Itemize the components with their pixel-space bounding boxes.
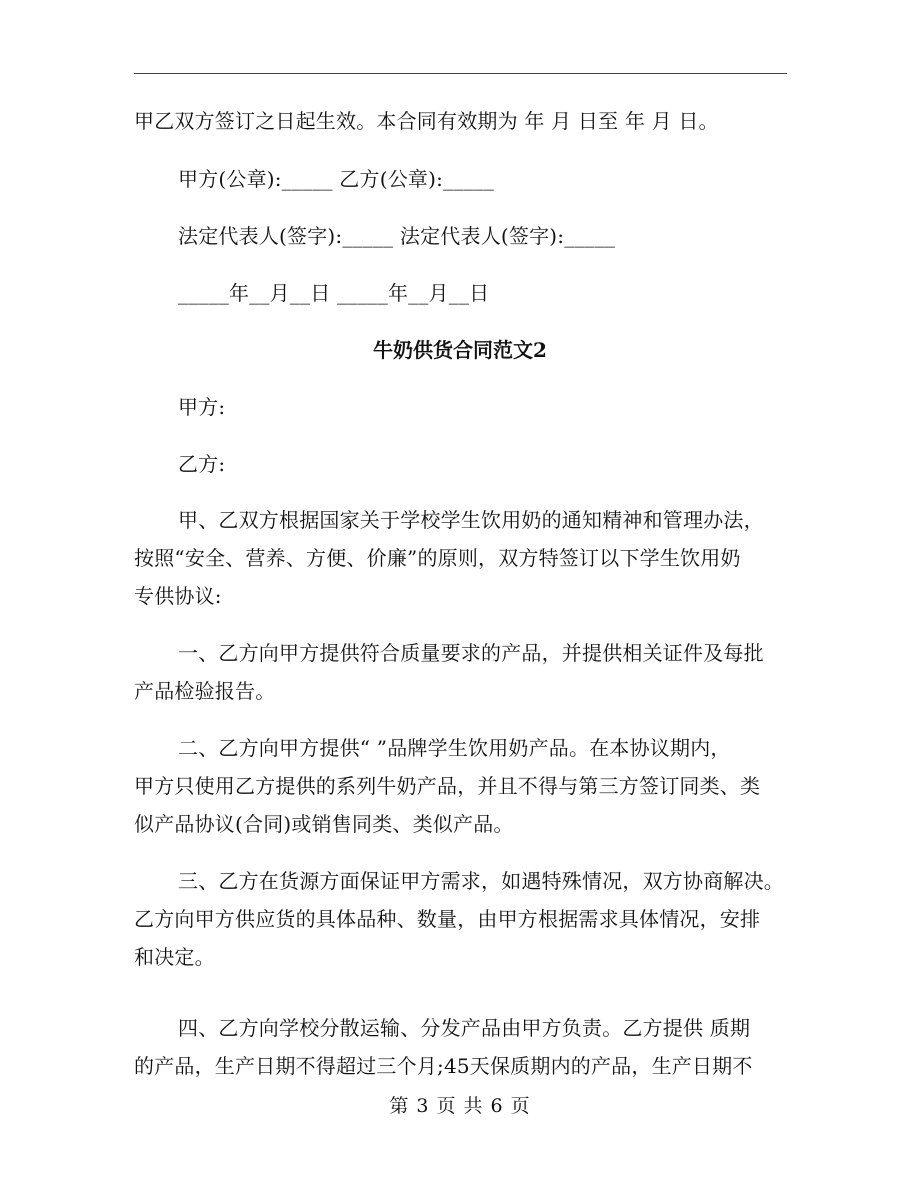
clause-1-line-1: 一、乙方向甲方提供符合质量要求的产品，并提供相关证件及每批 (178, 641, 764, 665)
clause-2-line-1: 二、乙方向甲方提供“ ”品牌学生饮用奶产品。在本协议期内， (178, 736, 731, 760)
preamble-line-1: 甲、乙双方根据国家关于学校学生饮用奶的通知精神和管理办法， (178, 508, 764, 532)
header-rule (134, 73, 787, 74)
section-title: 牛奶供货合同范文2 (373, 338, 547, 362)
preamble-line-2: 按照“安全、营养、方便、价廉”的原则，双方特签订以下学生饮用奶 (134, 546, 741, 570)
clause-4-line-1: 四、乙方向学校分散运输、分发产品由甲方负责。乙方提供 质期 (178, 1016, 751, 1040)
clause-2-line-2: 甲方只使用乙方提供的系列牛奶产品，并且不得与第三方签订同类、类 (134, 774, 761, 798)
effective-period-line: 甲乙双方签订之日起生效。本合同有效期为 年 月 日至 年 月 日。 (134, 109, 719, 133)
clause-3-line-1: 三、乙方在货源方面保证甲方需求，如遇特殊情况，双方协商解决。 (178, 869, 784, 893)
party-a-label: 甲方: (178, 395, 226, 419)
clause-3-line-2: 乙方向甲方供应货的具体品种、数量，由甲方根据需求具体情况，安排 (134, 907, 761, 931)
clause-1-line-2: 产品检验报告。 (134, 679, 276, 703)
signing-date-line: _____年__月__日 _____年__月__日 (178, 281, 490, 305)
legal-rep-signature-line: 法定代表人(签字):_____ 法定代表人(签字):_____ (178, 224, 616, 248)
party-b-label: 乙方: (178, 452, 226, 476)
clause-2-line-3: 似产品协议(合同)或销售同类、类似产品。 (134, 812, 514, 836)
preamble-line-3: 专供协议: (134, 584, 222, 608)
page-number-footer: 第 3 页 共 6 页 (389, 1095, 531, 1117)
seal-signature-line: 甲方(公章):_____ 乙方(公章):_____ (178, 167, 495, 191)
clause-4-line-2: 的产品，生产日期不得超过三个月;45天保质期内的产品，生产日期不 (134, 1054, 753, 1078)
clause-3-line-3: 和决定。 (134, 945, 215, 969)
